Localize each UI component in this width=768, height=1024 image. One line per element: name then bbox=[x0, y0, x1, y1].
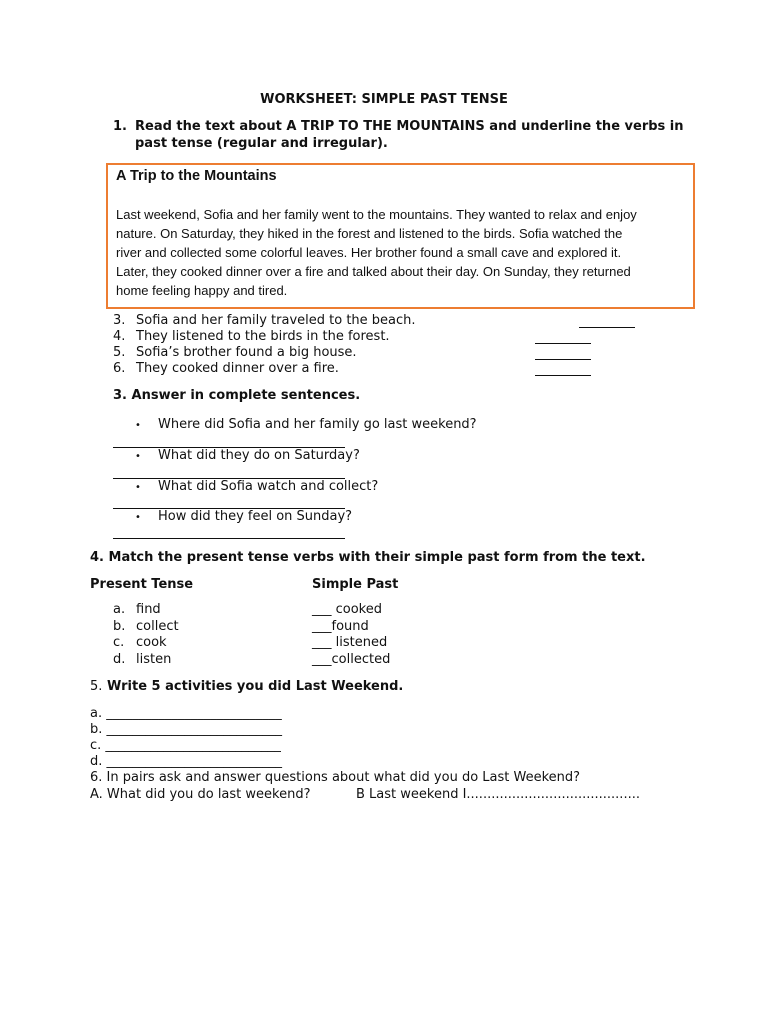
statement-text: They cooked dinner over a fire. bbox=[136, 361, 339, 376]
statement-number: 6. bbox=[113, 361, 126, 376]
past-verb[interactable]: ___collected bbox=[312, 652, 391, 667]
statement-text: Sofia and her family traveled to the beach. bbox=[136, 313, 416, 328]
question-1-line-1: Read the text about A TRIP TO THE MOUNTAINS and underline the verbs in bbox=[135, 119, 684, 134]
activity-line[interactable]: d. ___________________________ bbox=[90, 754, 283, 769]
match-letter: c. bbox=[113, 635, 125, 650]
present-verb: cook bbox=[136, 635, 167, 650]
question-5-heading: Write 5 activities you did Last Weekend. bbox=[107, 679, 404, 694]
past-verb[interactable]: ___found bbox=[312, 619, 369, 634]
bullet-icon: • bbox=[135, 482, 141, 493]
bullet-icon: • bbox=[135, 512, 141, 523]
past-verb[interactable]: ___ cooked bbox=[312, 602, 383, 617]
present-verb: collect bbox=[136, 619, 179, 634]
question-6-part-b[interactable]: B Last weekend I.......................................... bbox=[356, 787, 640, 802]
answer-blank[interactable] bbox=[535, 375, 591, 376]
present-verb: listen bbox=[136, 652, 172, 667]
statement-number: 3. bbox=[113, 313, 126, 328]
match-letter: a. bbox=[113, 602, 126, 617]
question-4-heading: 4. Match the present tense verbs with their simple past form from the text. bbox=[90, 550, 646, 565]
question-text: What did Sofia watch and collect? bbox=[158, 479, 379, 494]
statement-number: 5. bbox=[113, 345, 126, 360]
statement-text: They listened to the birds in the forest. bbox=[136, 329, 390, 344]
statement-number: 4. bbox=[113, 329, 126, 344]
story-line: home feeling happy and tired. bbox=[116, 283, 288, 298]
question-6-heading: 6. In pairs ask and answer questions about what did you do Last Weekend? bbox=[90, 770, 581, 785]
question-6-part-a: A. What did you do last weekend? bbox=[90, 787, 311, 802]
answer-blank[interactable] bbox=[535, 343, 591, 344]
past-verb[interactable]: ___ listened bbox=[312, 635, 388, 650]
story-title: A Trip to the Mountains bbox=[116, 168, 277, 184]
answer-blank[interactable] bbox=[535, 359, 591, 360]
bullet-icon: • bbox=[135, 420, 141, 431]
match-letter: d. bbox=[113, 652, 126, 667]
question-3-heading: 3. Answer in complete sentences. bbox=[113, 388, 361, 403]
activity-line[interactable]: c. ___________________________ bbox=[90, 738, 281, 753]
bullet-icon: • bbox=[135, 451, 141, 462]
question-1-number: 1. bbox=[113, 119, 127, 134]
question-1-line-2: past tense (regular and irregular). bbox=[135, 136, 388, 151]
present-tense-header: Present Tense bbox=[90, 577, 194, 592]
story-line: nature. On Saturday, they hiked in the forest and listened to the birds. Sofia watched the bbox=[116, 226, 623, 241]
present-verb: find bbox=[136, 602, 161, 617]
activity-line[interactable]: a. ___________________________ bbox=[90, 706, 282, 721]
story-line: river and collected some colorful leaves. Her brother found a small cave and explored it. bbox=[116, 245, 622, 260]
statement-text: Sofia’s brother found a big house. bbox=[136, 345, 357, 360]
answer-blank[interactable] bbox=[579, 327, 635, 328]
story-line: Last weekend, Sofia and her family went to the mountains. They wanted to relax and enjoy bbox=[116, 207, 637, 222]
answer-line[interactable] bbox=[113, 538, 345, 539]
simple-past-header: Simple Past bbox=[312, 577, 399, 592]
match-letter: b. bbox=[113, 619, 126, 634]
question-text: Where did Sofia and her family go last weekend? bbox=[158, 417, 477, 432]
question-text: What did they do on Saturday? bbox=[158, 448, 360, 463]
story-line: Later, they cooked dinner over a fire and talked about their day. On Sunday, they returned bbox=[116, 264, 631, 279]
question-text: How did they feel on Sunday? bbox=[158, 509, 353, 524]
question-5-number: 5. bbox=[90, 679, 103, 694]
worksheet-title: WORKSHEET: SIMPLE PAST TENSE bbox=[260, 92, 508, 107]
activity-line[interactable]: b. ___________________________ bbox=[90, 722, 283, 737]
